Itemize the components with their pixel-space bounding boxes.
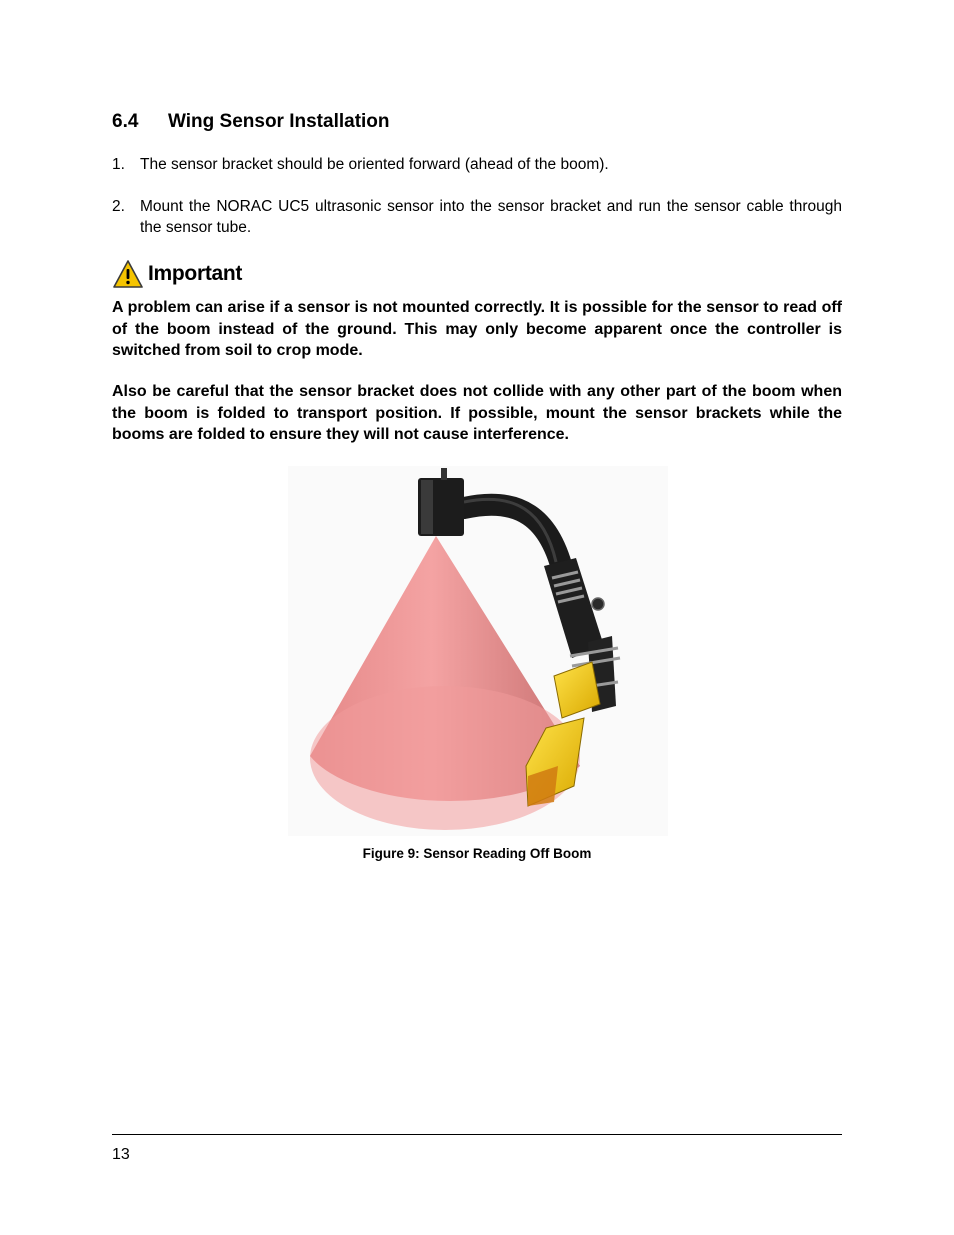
sensor-illustration <box>288 466 668 836</box>
warning-icon <box>112 259 144 289</box>
section-title: Wing Sensor Installation <box>168 111 390 132</box>
figure-caption: Figure 9: Sensor Reading Off Boom <box>362 846 592 861</box>
list-item-text: Mount the NORAC UC5 ultrasonic sensor into the sensor bracket and run the sensor cable through the sensor tube. <box>140 198 842 236</box>
warning-paragraph: Also be careful that the sensor bracket does not collide with any other part of the boom when the boom is folded to transport position. If possible, mount the sensor brackets while the booms are folded to ensure they will not cause interference. <box>112 383 842 443</box>
important-label: Important <box>148 262 243 285</box>
page-number: 13 <box>112 1146 130 1163</box>
list-item <box>112 196 842 238</box>
warning-paragraph: A problem can arise if a sensor is not mounted correctly. It is possible for the sensor to read off of the boom instead of the ground. This may only become apparent once the controller is switched from soil to crop mode. <box>112 299 842 359</box>
list-item <box>112 154 842 175</box>
footer-divider <box>112 1134 842 1135</box>
important-heading <box>112 258 242 290</box>
list-item-number: 2. <box>112 198 125 215</box>
list-item-number: 1. <box>112 156 125 173</box>
list-item-text: The sensor bracket should be oriented forward (ahead of the boom). <box>140 156 609 173</box>
figure-sensor-reading-off-boom <box>288 466 668 836</box>
ultrasonic-sensor <box>418 468 464 536</box>
section-number: 6.4 <box>112 111 139 132</box>
section-heading <box>112 111 390 133</box>
